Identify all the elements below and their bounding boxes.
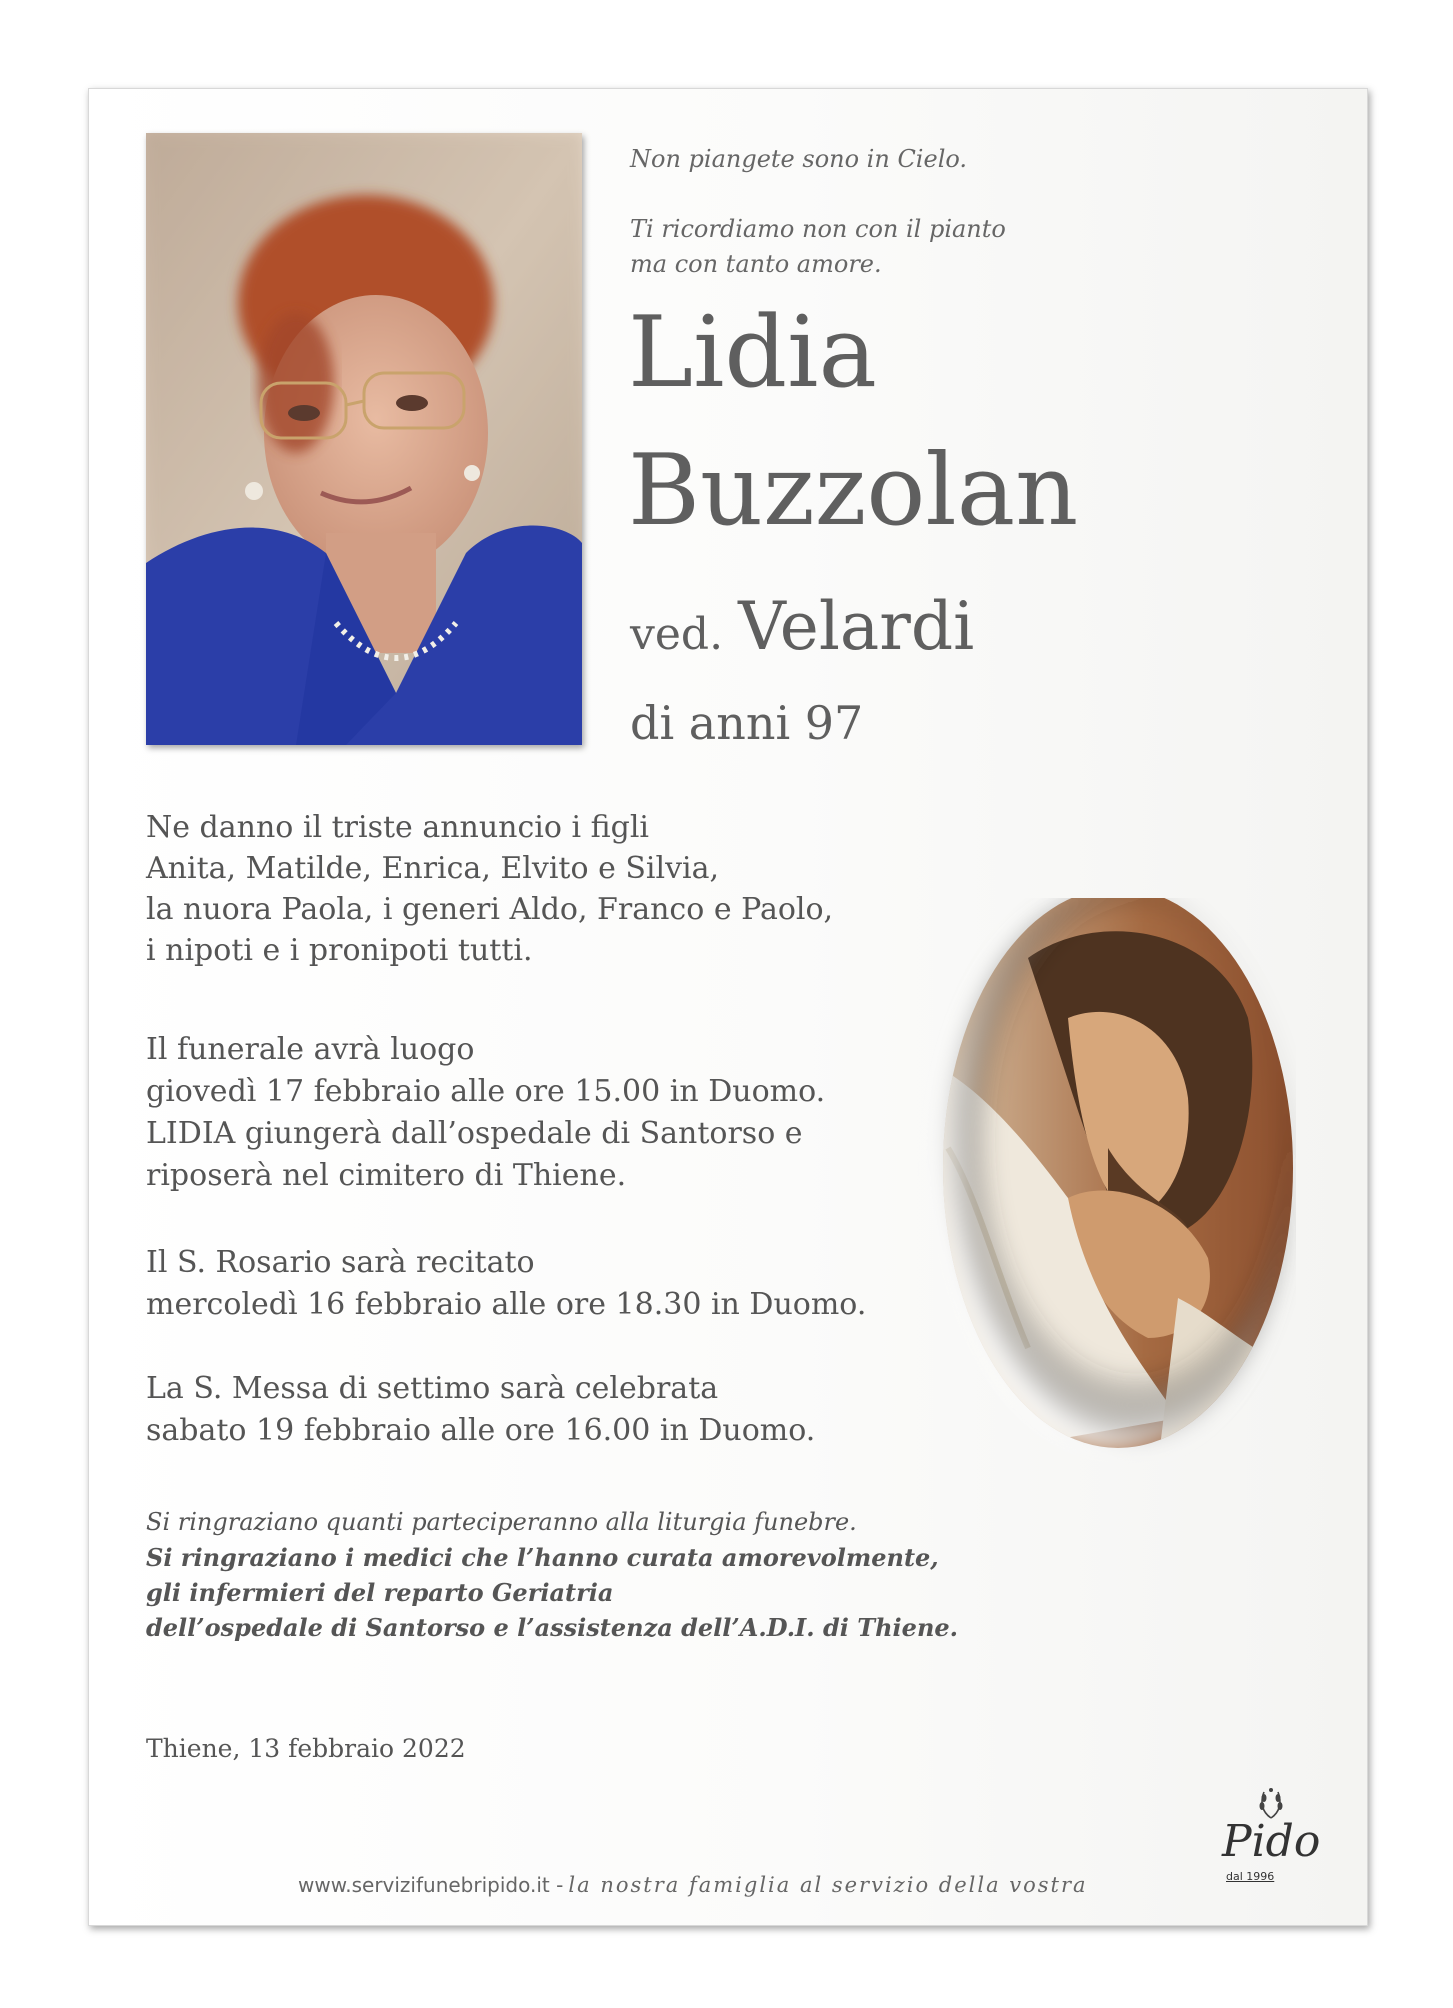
praying-jesus-image xyxy=(918,898,1296,1464)
footer-url[interactable]: www.servizifunebripido.it - xyxy=(298,1873,564,1897)
announcement-line: Anita, Matilde, Enrica, Elvito e Silvia, xyxy=(146,851,720,886)
logo-since: dal 1996 xyxy=(1226,1870,1275,1883)
widow-prefix: ved. xyxy=(630,609,724,660)
place-date: Thiene, 13 febbraio 2022 xyxy=(146,1734,466,1763)
thanks-medical-line: dell’ospedale di Santorso e l’assistenza dell’A.D.I. di Thiene. xyxy=(146,1613,959,1642)
funeral-line: riposerà nel cimitero di Thiene. xyxy=(146,1158,627,1193)
thanks-medical-line: gli infermieri del reparto Geriatria xyxy=(146,1578,614,1607)
pido-logo xyxy=(1216,1786,1326,1882)
funeral-line: Il funerale avrà luogo xyxy=(146,1032,475,1067)
age: di anni 97 xyxy=(630,696,864,750)
married-name: Velardi xyxy=(738,588,975,665)
announcement-line: i nipoti e i pronipoti tutti. xyxy=(146,933,533,968)
footer-tagline: la nostra famiglia al servizio della vostra xyxy=(568,1873,1088,1897)
logo-name: Pido xyxy=(1222,1816,1321,1867)
quote-line: Non piangete sono in Cielo. xyxy=(630,145,968,173)
mass-line: La S. Messa di settimo sarà celebrata xyxy=(146,1371,719,1406)
last-name: Buzzolan xyxy=(628,434,1079,548)
widow-of xyxy=(630,588,974,665)
funeral-line: giovedì 17 febbraio alle ore 15.00 in Duomo. xyxy=(146,1074,826,1109)
thanks-general: Si ringraziano quanti parteciperanno alla liturgia funebre. xyxy=(146,1508,857,1536)
thanks-medical-line: Si ringraziano i medici che l’hanno curata amorevolmente, xyxy=(146,1543,939,1572)
rosary-line: mercoledì 16 febbraio alle ore 18.30 in Duomo. xyxy=(146,1287,867,1322)
portrait-photo xyxy=(146,133,582,745)
mass-line: sabato 19 febbraio alle ore 16.00 in Duomo. xyxy=(146,1413,816,1448)
announcement-line: Ne danno il triste annuncio i figli xyxy=(146,810,650,845)
first-name: Lidia xyxy=(628,296,877,410)
funeral-line: LIDIA giungerà dall’ospedale di Santorso e xyxy=(146,1116,803,1151)
quote-line: ma con tanto amore. xyxy=(630,250,882,278)
announcement-line: la nuora Paola, i generi Aldo, Franco e Paolo, xyxy=(146,892,834,927)
quote-line: Ti ricordiamo non con il pianto xyxy=(630,215,1006,243)
footer xyxy=(298,1873,1088,1897)
rosary-line: Il S. Rosario sarà recitato xyxy=(146,1245,535,1280)
laurel-icon xyxy=(1256,1786,1286,1820)
